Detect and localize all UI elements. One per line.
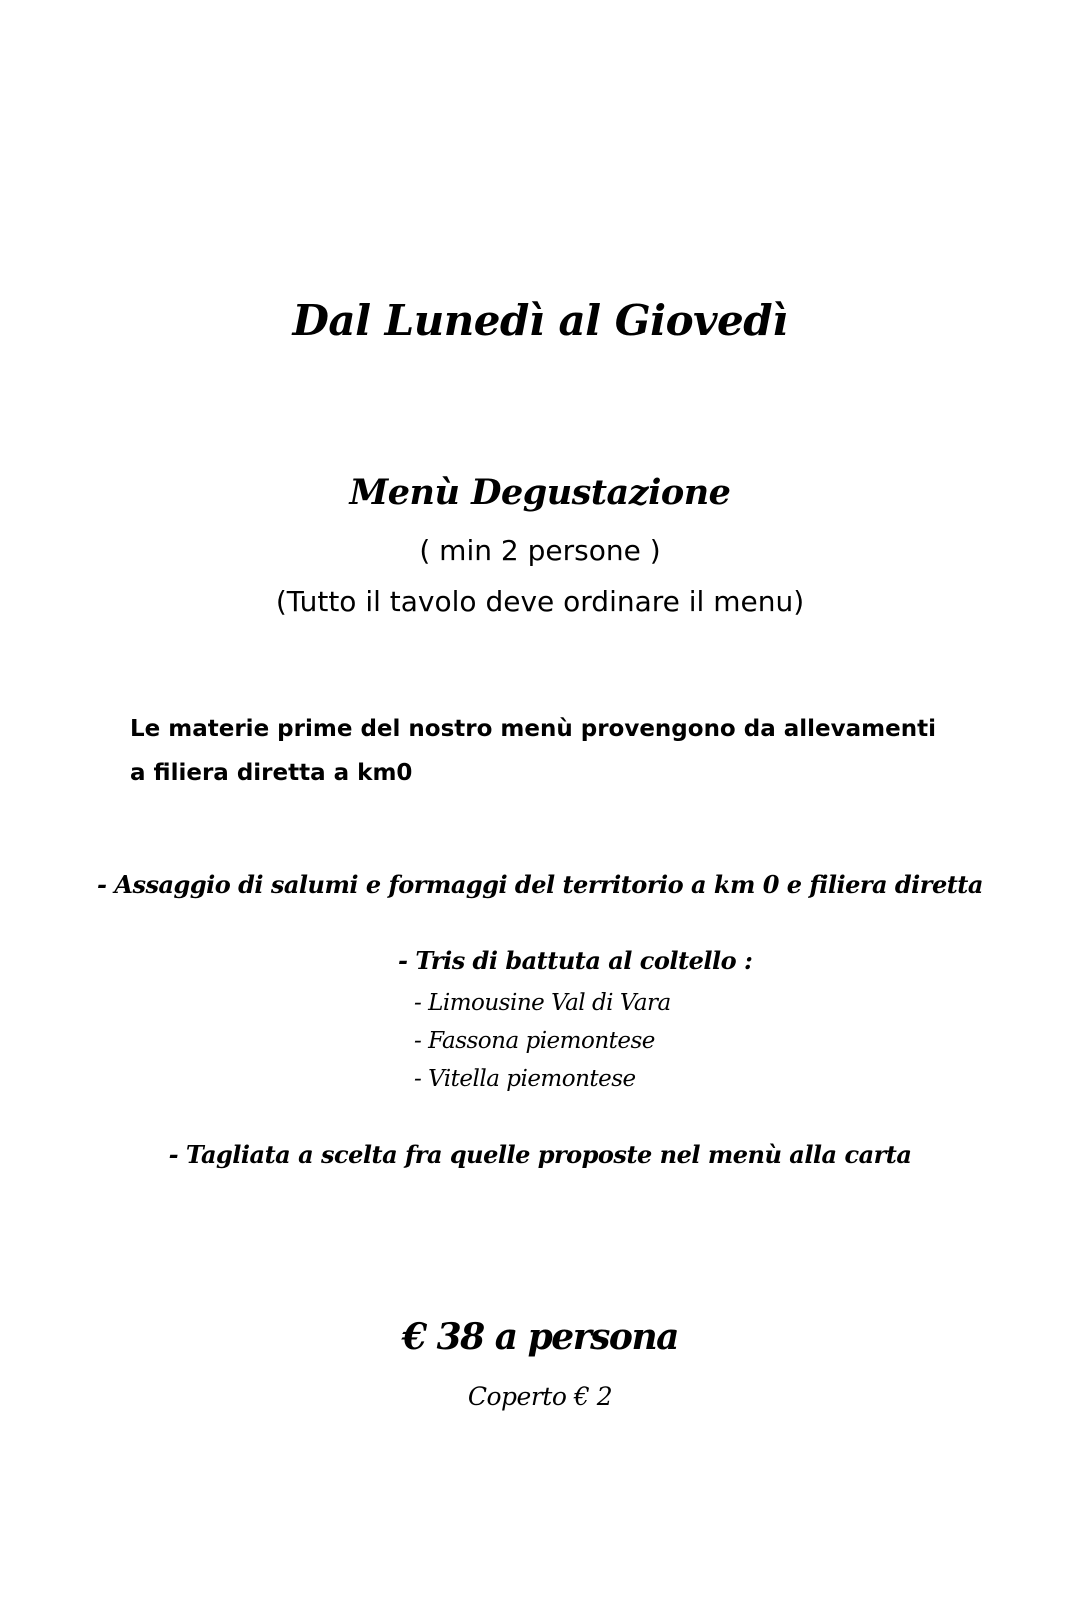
intro-text-line-1: Le materie prime del nostro menù provengono da allevamenti <box>130 716 936 742</box>
course-subitem: - Limousine Val di Vara <box>414 990 671 1016</box>
price-per-person: € 38 a persona <box>402 1316 678 1358</box>
page-title: Dal Lunedì al Giovedì <box>292 296 788 345</box>
course-item-tagliata: - Tagliata a scelta fra quelle proposte nel menù alla carta <box>168 1140 912 1169</box>
table-order-note: (Tutto il tavolo deve ordinare il menu) <box>275 585 805 618</box>
cover-charge: Coperto € 2 <box>467 1382 613 1411</box>
course-subitem: - Vitella piemontese <box>414 1066 636 1092</box>
course-subitem: - Fassona piemontese <box>414 1028 655 1054</box>
intro-text-line-2: a filiera diretta a km0 <box>130 760 413 786</box>
course-item-tris: - Tris di battuta al coltello : <box>398 946 753 975</box>
min-persons-note: ( min 2 persone ) <box>419 534 661 567</box>
course-item-tasting: - Assaggio di salumi e formaggi del territorio a km 0 e filiera diretta <box>97 870 983 899</box>
menu-name: Menù Degustazione <box>349 472 731 513</box>
